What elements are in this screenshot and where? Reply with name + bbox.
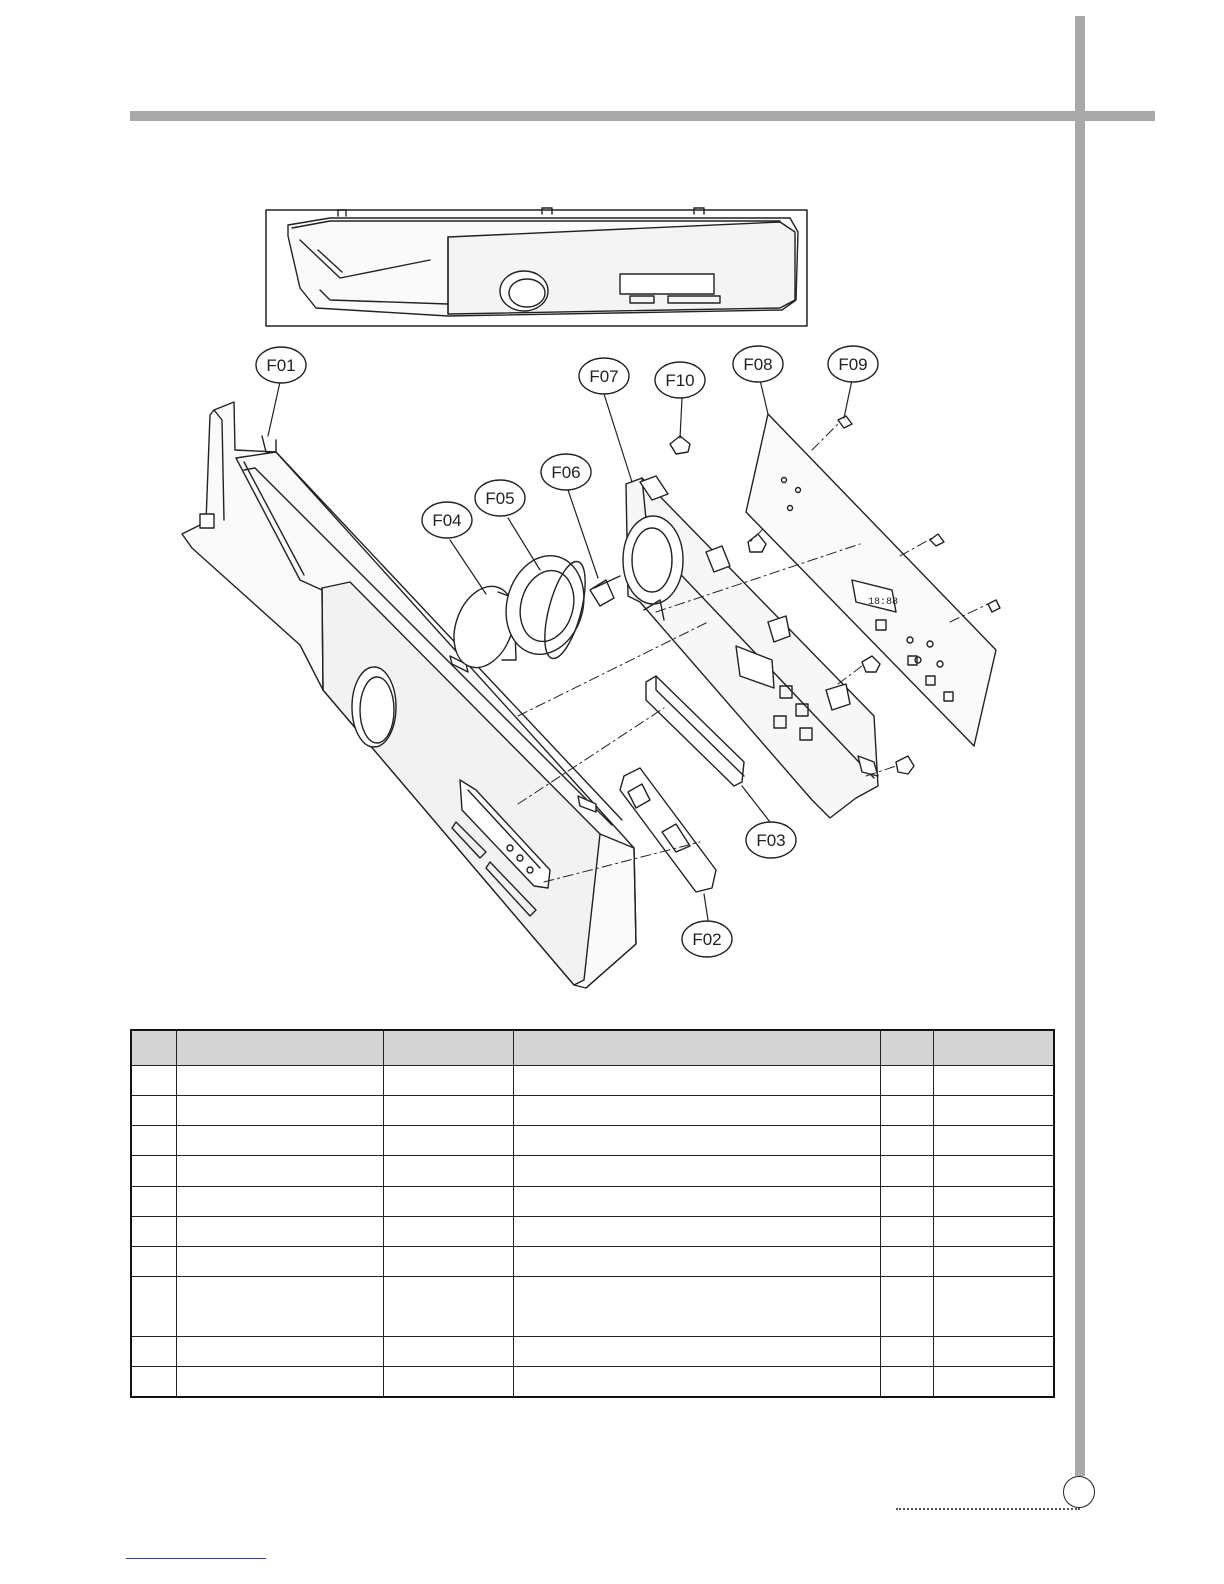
header-cell (131, 1030, 176, 1066)
table-row (131, 1066, 1054, 1096)
footer-link-underline (126, 1558, 266, 1559)
table-cell (513, 1337, 880, 1367)
table-cell (880, 1276, 933, 1336)
table-cell (131, 1367, 176, 1397)
dial-ring-f05 (495, 547, 594, 663)
table-cell (131, 1066, 176, 1096)
table-cell (176, 1186, 383, 1216)
svg-text:F06: F06 (551, 463, 581, 482)
table-cell (176, 1066, 383, 1096)
svg-text:F09: F09 (838, 355, 868, 374)
table-cell (383, 1246, 513, 1276)
header-cell (880, 1030, 933, 1066)
callout-f05 (475, 480, 525, 516)
callout-f09 (828, 346, 878, 382)
table-cell (176, 1126, 383, 1156)
table-row (131, 1367, 1054, 1397)
table-cell (933, 1246, 1054, 1276)
table-cell (513, 1276, 880, 1336)
table-cell (513, 1246, 880, 1276)
table-cell (513, 1186, 880, 1216)
table-cell (131, 1337, 176, 1367)
table-row (131, 1276, 1054, 1336)
table-cell (513, 1066, 880, 1096)
table-cell (880, 1367, 933, 1397)
table-cell (933, 1066, 1054, 1096)
table-cell (176, 1367, 383, 1397)
table-cell (880, 1186, 933, 1216)
table-cell (176, 1276, 383, 1336)
header-cell (513, 1030, 880, 1066)
table-cell (933, 1126, 1054, 1156)
svg-text:F02: F02 (692, 930, 722, 949)
header-cell (176, 1030, 383, 1066)
callout-f06 (541, 454, 591, 490)
table-cell (383, 1367, 513, 1397)
table-cell (131, 1216, 176, 1246)
table-cell (933, 1216, 1054, 1246)
table-cell (933, 1156, 1054, 1186)
table-row (131, 1246, 1054, 1276)
header-cell (933, 1030, 1054, 1066)
table-cell (933, 1096, 1054, 1126)
callout-f03 (746, 822, 796, 858)
dotted-footer-line (896, 1508, 1080, 1510)
table-cell (513, 1156, 880, 1186)
table-cell (513, 1216, 880, 1246)
table-cell (513, 1096, 880, 1126)
table-cell (131, 1246, 176, 1276)
svg-text:F10: F10 (665, 371, 695, 390)
svg-text:F01: F01 (266, 356, 296, 375)
callout-f10 (655, 362, 705, 398)
seven-segment-display: 18:88 (868, 597, 899, 608)
callout-f02 (682, 921, 732, 957)
svg-text:F08: F08 (743, 355, 773, 374)
table-cell (131, 1096, 176, 1126)
table-cell (383, 1066, 513, 1096)
table-cell (383, 1216, 513, 1246)
table-cell (176, 1337, 383, 1367)
table-cell (383, 1126, 513, 1156)
table-cell (880, 1126, 933, 1156)
table-cell (933, 1337, 1054, 1367)
callout-f08 (733, 346, 783, 382)
parts-list-table (130, 1029, 1055, 1398)
table-cell (176, 1216, 383, 1246)
table-cell (131, 1126, 176, 1156)
table-cell (383, 1337, 513, 1367)
svg-text:F05: F05 (485, 489, 515, 508)
table-cell (933, 1186, 1054, 1216)
table-cell (513, 1126, 880, 1156)
table-cell (513, 1367, 880, 1397)
table-cell (880, 1156, 933, 1186)
table-cell (176, 1156, 383, 1186)
table-cell (131, 1276, 176, 1336)
svg-text:F03: F03 (756, 831, 786, 850)
assembled-panel-inset (266, 208, 807, 326)
table-row (131, 1216, 1054, 1246)
table-header-row (131, 1030, 1054, 1066)
callout-f04 (422, 502, 472, 538)
header-cell (383, 1030, 513, 1066)
table-cell (880, 1337, 933, 1367)
table-cell (880, 1096, 933, 1126)
table-cell (383, 1096, 513, 1126)
svg-text:F04: F04 (432, 511, 462, 530)
table-cell (383, 1276, 513, 1336)
table-row (131, 1337, 1054, 1367)
table-cell (880, 1216, 933, 1246)
table-cell (131, 1156, 176, 1186)
table-cell (933, 1276, 1054, 1336)
callout-f01 (256, 347, 306, 383)
encoder-shaft-f06 (590, 576, 620, 606)
table-row (131, 1186, 1054, 1216)
table-row (131, 1156, 1054, 1186)
table-row (131, 1096, 1054, 1126)
table-cell (383, 1156, 513, 1186)
table-cell (176, 1246, 383, 1276)
table-cell (933, 1367, 1054, 1397)
table-cell (176, 1096, 383, 1126)
table-cell (383, 1186, 513, 1216)
table-row (131, 1126, 1054, 1156)
table-cell (880, 1066, 933, 1096)
svg-text:F07: F07 (589, 367, 619, 386)
page-number-circle (1063, 1476, 1095, 1508)
callout-f07 (579, 358, 629, 394)
table-cell (131, 1186, 176, 1216)
table-cell (880, 1246, 933, 1276)
